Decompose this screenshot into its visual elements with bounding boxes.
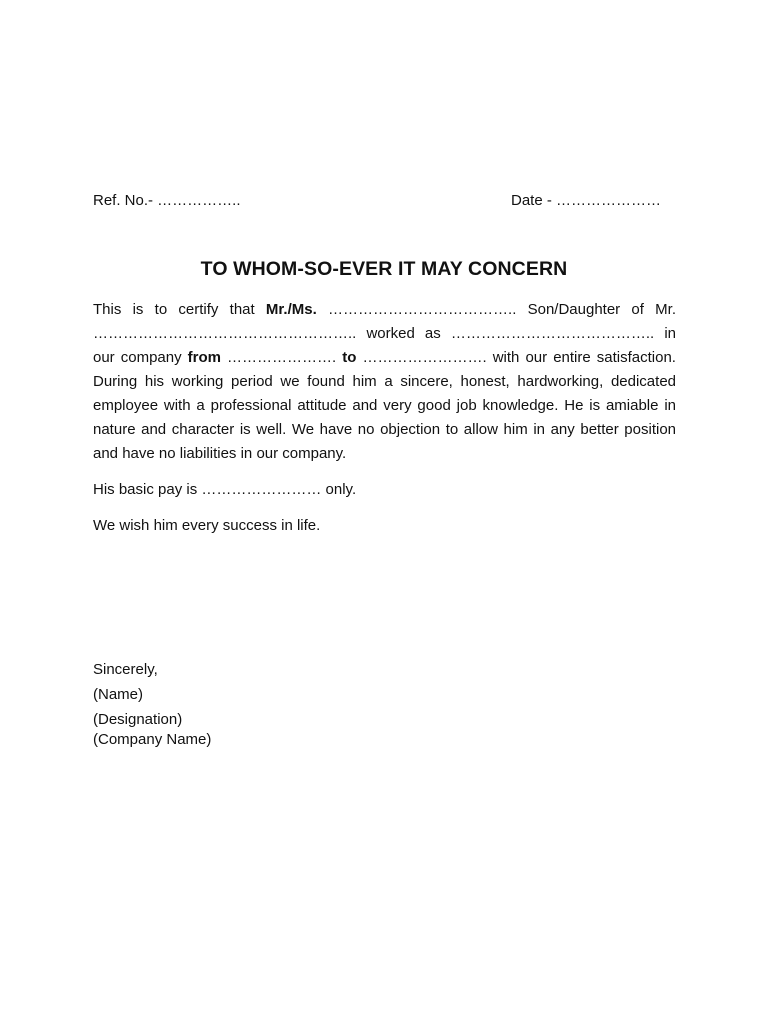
to-label: to [342, 349, 357, 366]
basic-pay-paragraph: His basic pay is …………………… only. [93, 481, 357, 498]
signatory-designation: (Designation) [93, 711, 183, 728]
para1-text-2: ……………………………….. Son/Daughter of Mr. …………………………………………….. worked as ………………………………….. in our company [93, 301, 676, 366]
signatory-company: (Company Name) [93, 731, 212, 748]
para1-text-1: This is to certify that [93, 301, 266, 318]
from-label: from [187, 349, 221, 366]
letter-body [93, 298, 676, 538]
closing-block [93, 660, 211, 750]
closing-salutation: Sincerely, [93, 661, 158, 678]
signatory-name: (Name) [93, 686, 144, 703]
date-field: Date - ………………… [511, 192, 662, 209]
mr-ms-label: Mr./Ms. [265, 301, 317, 318]
para1-text-4: ……………………. with our entire satisfaction. During his working period we found him a sincere, honest, hardworking, dedicated employee with a professional attitude and very good job knowledge. He is amiable in nature and character is well. We have no objection to allow him in any better position and have no liabilities in our company. [93, 349, 676, 462]
wishes-paragraph: We wish him every success in life. [93, 517, 321, 534]
reference-number: Ref. No.- …………….. [93, 192, 241, 209]
letter-heading: TO WHOM-SO-EVER IT MAY CONCERN [200, 258, 568, 280]
para1-text-3: …………………. [221, 349, 343, 366]
certification-paragraph [93, 298, 676, 466]
